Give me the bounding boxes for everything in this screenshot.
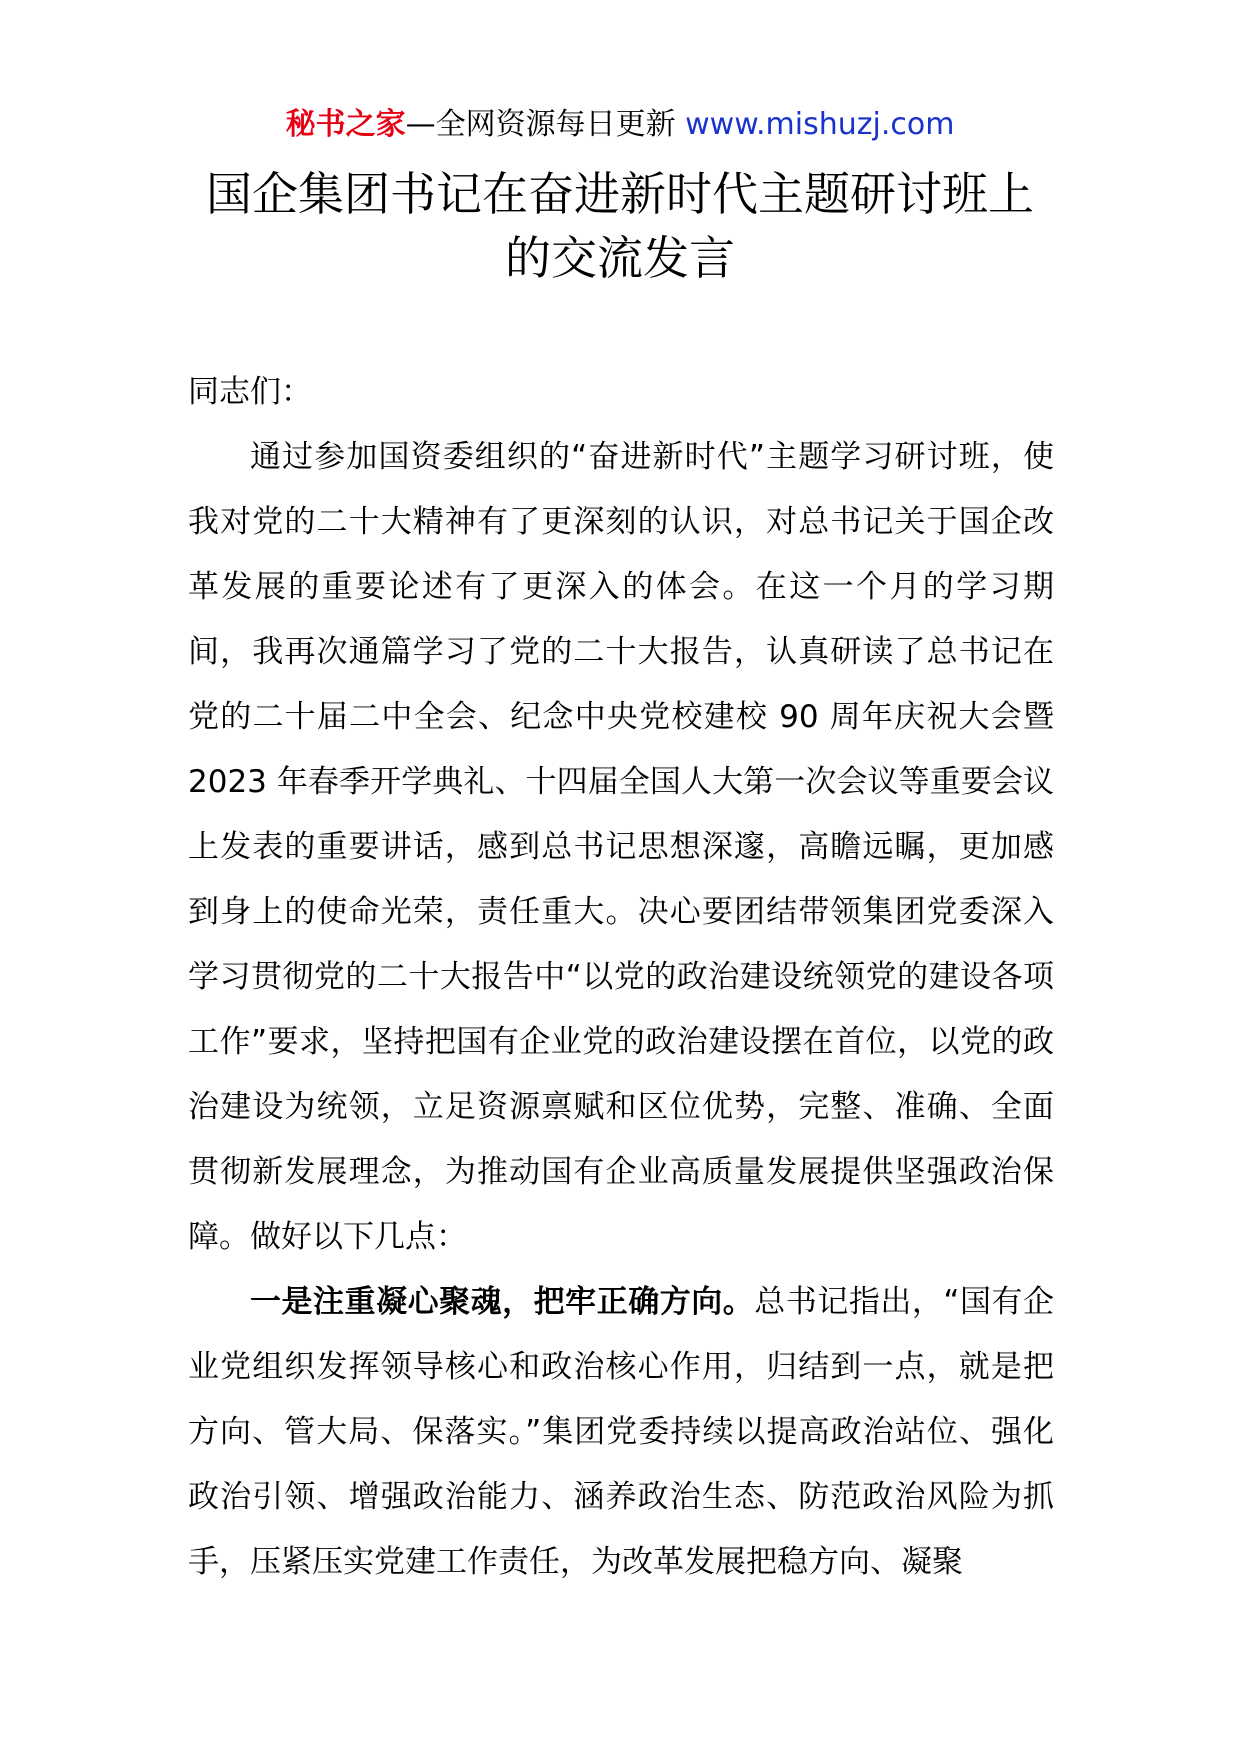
brand-name: 秘书之家 <box>285 107 406 142</box>
paragraph-point-one <box>188 1270 1054 1595</box>
title-line-1: 国企集团书记在奋进新时代主题研讨班上 <box>206 167 1034 221</box>
site-banner <box>0 104 1240 146</box>
salutation: 同志们： <box>188 374 312 410</box>
site-url-link[interactable]: www.mishuzj.com <box>685 107 955 142</box>
title-line-2: 的交流发言 <box>505 231 735 285</box>
banner-slogan: —全网资源每日更新 <box>405 107 686 142</box>
paragraph-intro: 通过参加国资委组织的“奋进新时代”主题学习研讨班，使我对党的二十大精神有了更深刻的认识，对总书记关于国企改革发展的重要论述有了更深入的体会。在这一个月的学习期间，我再次通篇学习了党的二十大报告，认真研读了总书记在党的二十届二中全会、纪念中央党校建校 90 周年庆祝大会暨 2023 年春季开学典礼、十四届全国人大第一次会议等重要会议上发表的重要讲话，感到总书记思想深邃，高瞻远瞩，更加感到身上的使命光荣，责任重大。决心要团结带领集团党委深入学习贯彻党的二十大报告中“以党的政治建设统领党的建设各项工作”要求，坚持把国有企业党的政治建设摆在首位，以党的政治建设为统领，立足资源禀赋和区位优势，完整、准确、全面贯彻新发展理念，为推动国有企业高质量发展提供坚强政治保障。做好以下几点： <box>188 439 1054 1255</box>
paragraph-text: 总书记指出，“国有企业党组织发挥领导核心和政治核心作用，归结到一点，就是把方向、管大局、保落实。”集团党委持续以提高政治站位、强化政治引领、增强政治能力、涵养政治生态、防范政治风险为抓手，压紧压实党建工作责任，为改革发展把稳方向、凝聚 <box>188 1284 1054 1580</box>
document-body <box>188 360 1054 1595</box>
document-title <box>150 162 1090 290</box>
paragraph-lead: 一是注重凝心聚魂，把牢正确方向。 <box>250 1284 755 1320</box>
